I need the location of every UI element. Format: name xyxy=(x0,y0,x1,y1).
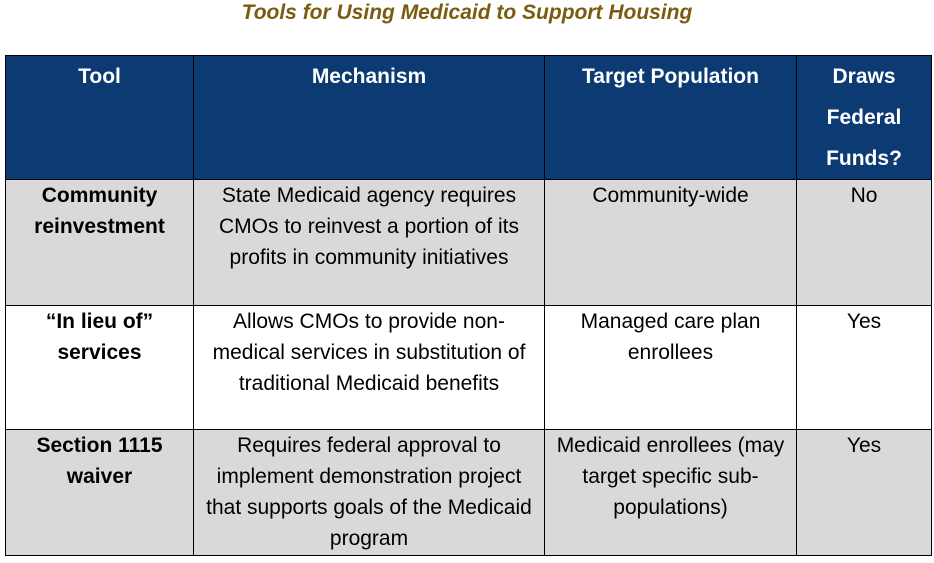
cell-tool: Section 1115 waiver xyxy=(6,430,194,556)
cell-mechanism: Allows CMOs to provide non-medical services in substitution of traditional Medicaid benefits xyxy=(194,306,545,430)
cell-target-population: Medicaid enrollees (may target specific sub-populations) xyxy=(545,430,797,556)
table-row xyxy=(6,180,932,306)
cell-draws-federal-funds: Yes xyxy=(797,306,932,430)
cell-target-population: Managed care plan enrollees xyxy=(545,306,797,430)
table-row xyxy=(6,430,932,556)
cell-target-population: Community-wide xyxy=(545,180,797,306)
cell-tool: “In lieu of” services xyxy=(6,306,194,430)
header-tool: Tool xyxy=(6,56,194,180)
table-header-row xyxy=(6,56,932,180)
page-title: Tools for Using Medicaid to Support Housing xyxy=(241,1,693,24)
cell-tool: Community reinvestment xyxy=(6,180,194,306)
table-row xyxy=(6,306,932,430)
header-target-population: Target Population xyxy=(545,56,797,180)
header-mechanism: Mechanism xyxy=(194,56,545,180)
cell-draws-federal-funds: Yes xyxy=(797,430,932,556)
cell-draws-federal-funds: No xyxy=(797,180,932,306)
housing-tools-table xyxy=(5,55,932,556)
header-draws-federal-funds: Draws Federal Funds? xyxy=(797,56,932,180)
cell-mechanism: Requires federal approval to implement demonstration project that supports goals of the Medicaid program xyxy=(194,430,545,556)
cell-mechanism: State Medicaid agency requires CMOs to reinvest a portion of its profits in community initiatives xyxy=(194,180,545,306)
